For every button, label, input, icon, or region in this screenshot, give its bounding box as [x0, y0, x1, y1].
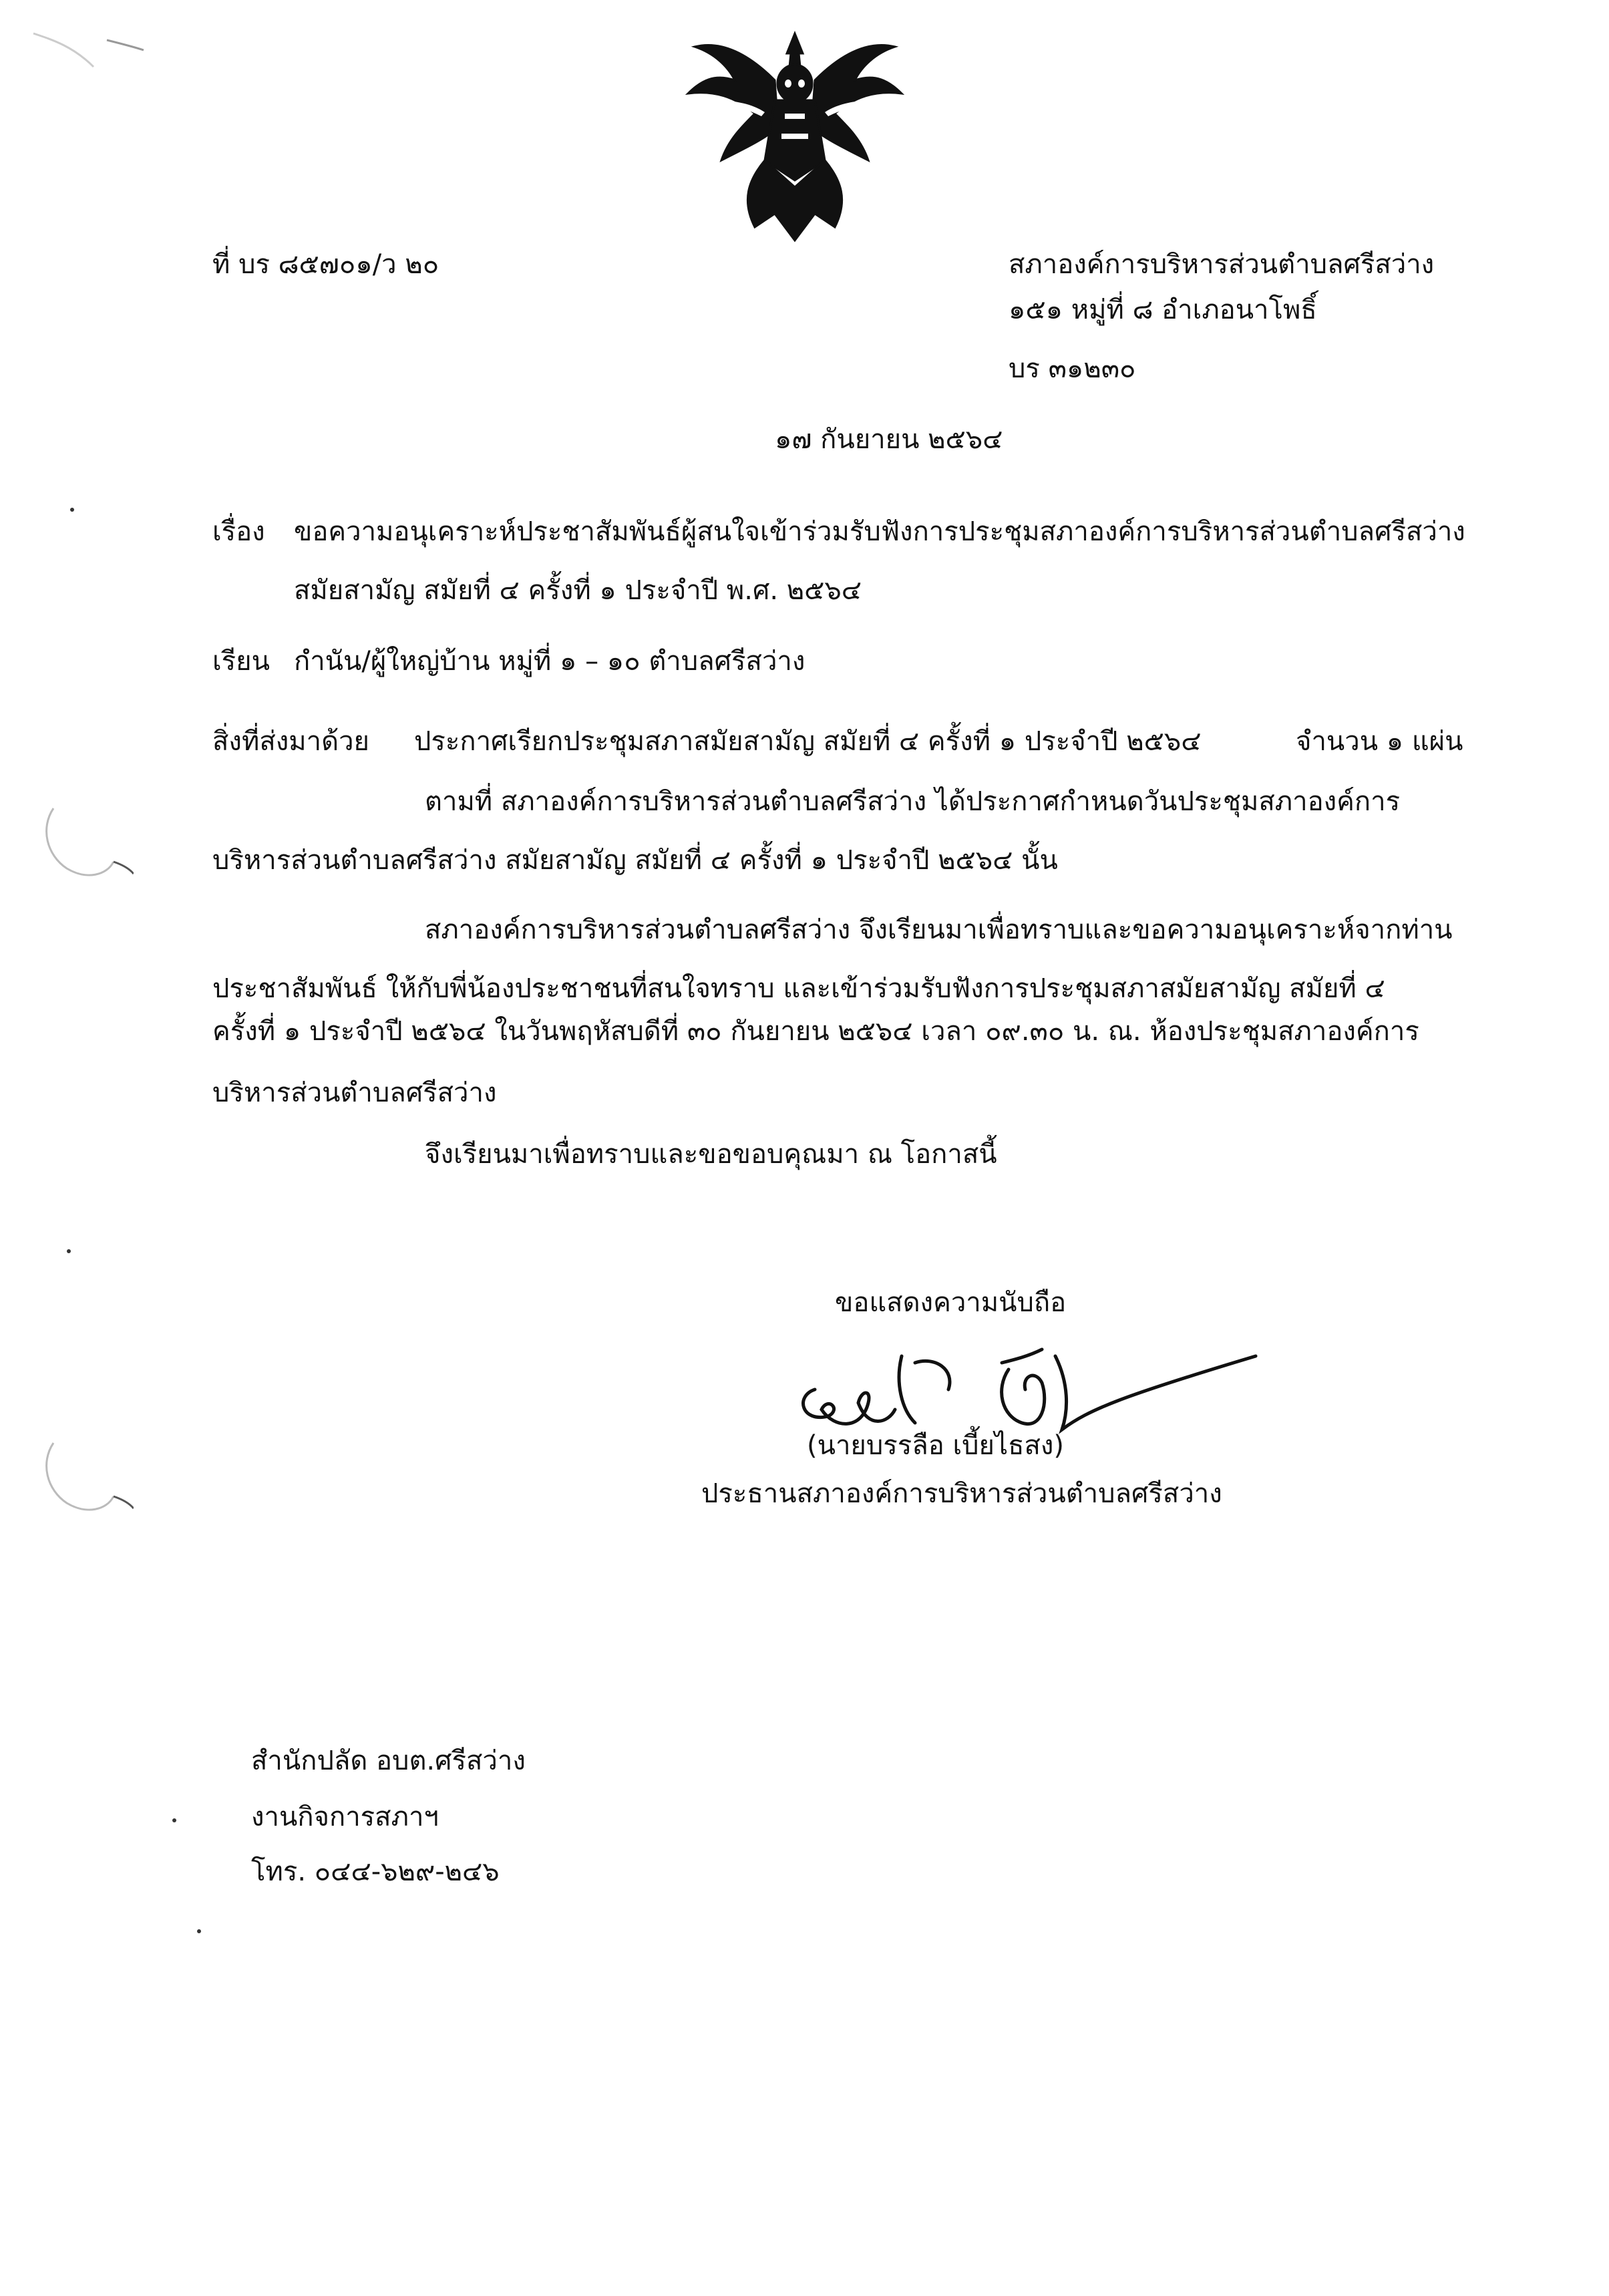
- closing-paragraph: จึงเรียนมาเพื่อทราบและขอขอบคุณมา ณ โอกาสนี้: [425, 1139, 997, 1170]
- scan-speck: [197, 1929, 201, 1933]
- address-line-1: ๑๕๑ หมู่ที่ ๘ อำเภอนาโพธิ์: [1009, 295, 1317, 325]
- enclosure-label: สิ่งที่ส่งมาด้วย: [212, 726, 369, 757]
- address-line-2: บร ๓๑๒๓๐: [1009, 353, 1136, 384]
- subject-line-1: ขอความอนุเคราะห์ประชาสัมพันธ์ผู้สนใจเข้าร่วมรับฟังการประชุมสภาองค์การบริหารส่วนตำบลศรีสว่าง: [294, 516, 1465, 547]
- subject-line-2: สมัยสามัญ สมัยที่ ๔ ครั้งที่ ๑ ประจำปี พ.ศ. ๒๕๖๔: [294, 575, 862, 606]
- punch-hole-mark: [40, 795, 134, 891]
- organization-name: สภาองค์การบริหารส่วนตำบลศรีสว่าง: [1009, 249, 1435, 280]
- scan-corner-mark: [27, 13, 160, 76]
- paragraph-2-line-3: ครั้งที่ ๑ ประจำปี ๒๕๖๔ ในวันพฤหัสบดีที่ ๓๐ กันยายน ๒๕๖๔ เวลา ๐๙.๓๐ น. ณ. ห้องประชุมสภาองค์การ: [212, 1016, 1419, 1047]
- paragraph-1-line-2: บริหารส่วนตำบลศรีสว่าง สมัยสามัญ สมัยที่ ๔ ครั้งที่ ๑ ประจำปี ๒๕๖๔ นั้น: [212, 845, 1058, 876]
- garuda-emblem-icon: [681, 27, 908, 247]
- scan-speck: [70, 508, 74, 512]
- paragraph-2-line-1: สภาองค์การบริหารส่วนตำบลศรีสว่าง จึงเรียนมาเพื่อทราบและขอความอนุเคราะห์จากท่าน: [425, 915, 1453, 945]
- footer-phone: โทร. ๐๔๔-๖๒๙-๒๔๖: [251, 1856, 500, 1887]
- enclosure-quantity: จำนวน ๑ แผ่น: [1296, 726, 1463, 757]
- signatory-position: ประธานสภาองค์การบริหารส่วนตำบลศรีสว่าง: [701, 1478, 1222, 1509]
- scan-speck: [67, 1249, 71, 1253]
- paragraph-2-line-2: ประชาสัมพันธ์ ให้กับพี่น้องประชาชนที่สนใจทราบ และเข้าร่วมรับฟังการประชุมสภาสมัยสามัญ สมัยที่ ๔: [212, 973, 1385, 1004]
- paragraph-2-line-4: บริหารส่วนตำบลศรีสว่าง: [212, 1078, 497, 1108]
- paragraph-1-line-1: ตามที่ สภาองค์การบริหารส่วนตำบลศรีสว่าง ได้ประกาศกำหนดวันประชุมสภาองค์การ: [425, 786, 1401, 817]
- reference-number: ที่ บร ๘๕๗๐๑/ว ๒๐: [212, 249, 439, 280]
- footer-office: สำนักปลัด อบต.ศรีสว่าง: [251, 1746, 526, 1776]
- enclosure-text: ประกาศเรียกประชุมสภาสมัยสามัญ สมัยที่ ๔ ครั้งที่ ๑ ประจำปี ๒๕๖๔: [414, 726, 1202, 757]
- signatory-name: (นายบรรลือ เบี้ยไธสง): [807, 1430, 1065, 1461]
- recipient-label: เรียน: [212, 646, 270, 677]
- footer-division: งานกิจการสภาฯ: [251, 1802, 439, 1832]
- scan-speck: [172, 1818, 176, 1822]
- subject-label: เรื่อง: [212, 516, 265, 547]
- punch-hole-mark: [40, 1430, 134, 1526]
- salutation: ขอแสดงความนับถือ: [835, 1287, 1067, 1318]
- letter-date: ๑๗ กันยายน ๒๕๖๔: [775, 424, 1003, 455]
- recipient-text: กำนัน/ผู้ใหญ่บ้าน หมู่ที่ ๑ – ๑๐ ตำบลศรีสว่าง: [294, 646, 806, 677]
